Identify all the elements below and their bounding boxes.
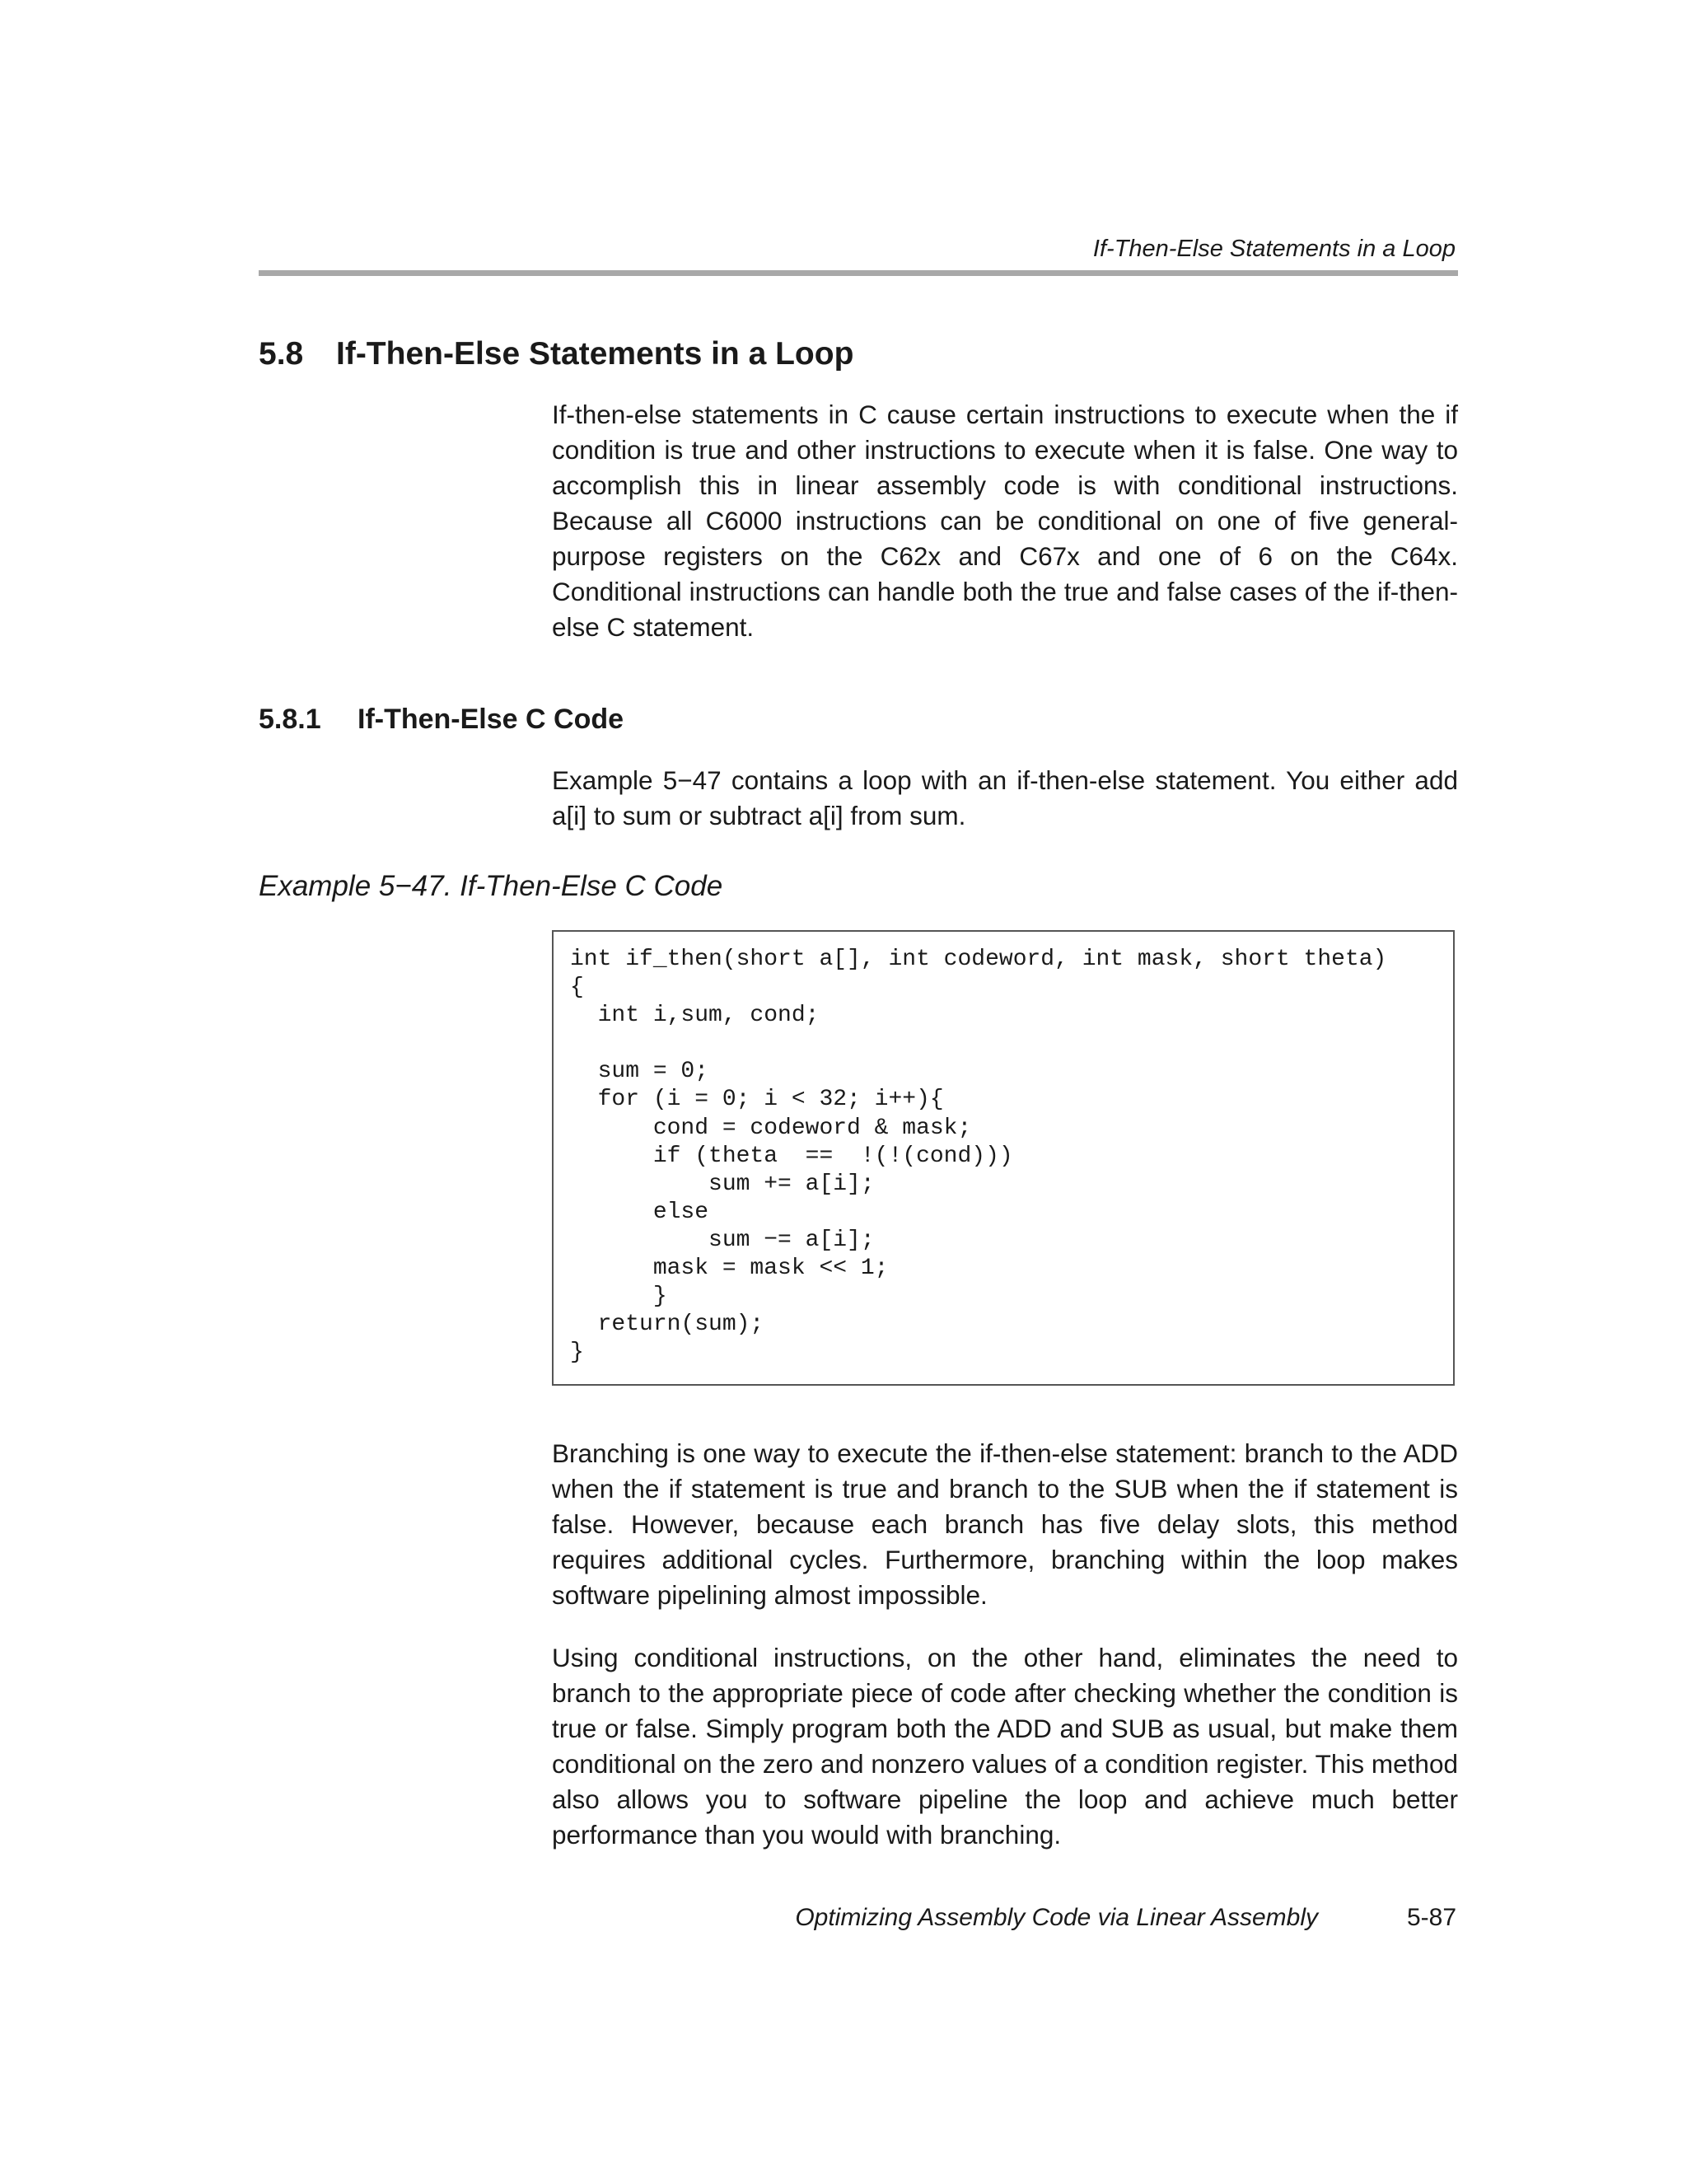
footer-page-number: 5-87 bbox=[1406, 1904, 1456, 1931]
subsection-intro-paragraph: Example 5−47 contains a loop with an if-then-else statement. You either add a[i] to sum or subtract a[i] from sum. bbox=[552, 765, 1458, 830]
code-example-box bbox=[552, 930, 1455, 1386]
section-number: 5.8 bbox=[259, 336, 304, 372]
body-paragraph-branching: Branching is one way to execute the if-then-else statement: branch to the ADD when the if statement is true and branch to the SUB when the if statement is false. However, because each branch has five delay slots, this method requires additional cycles. Furthermore, branching within the loop makes software pipelining almost impossible. bbox=[552, 1438, 1458, 1610]
section-heading bbox=[259, 334, 853, 375]
section-intro-paragraph: If-then-else statements in C cause certain instructions to execute when the if condition is true and other instructions to execute when it is false. One way to accomplish this in linear assembly code is with conditional instructions. Because all C6000 instructions can be conditional on one of five general-purpose registers on the C62x and C67x and one of 6 on the C64x. Conditional instructions can handle both the true and false cases of the if-then-else C statement. bbox=[552, 400, 1458, 642]
header-rule bbox=[259, 270, 1458, 276]
footer-chapter-title: Optimizing Assembly Code via Linear Assembly bbox=[795, 1904, 1318, 1931]
body-paragraph-conditional: Using conditional instructions, on the other hand, eliminates the need to branch to the appropriate piece of code after checking whether the condition is true or false. Simply program both the ADD and SUB as usual, but make them conditional on the zero and nonzero values of a condition register. This method also allows you to software pipeline the loop and achieve much better performance than you would with branching. bbox=[552, 1643, 1458, 1850]
code-listing: int if_then(short a[], int codeword, int mask, short theta) { int i,sum, cond; sum = 0; for (i = 0; i < 32; i++){ cond = codeword & mask; if (theta == !(!(cond))) sum += a[i]; else sum −= a[i]; mask = mask << 1; } return(sum); } bbox=[570, 947, 1387, 1366]
section-title: If-Then-Else Statements in a Loop bbox=[336, 336, 854, 372]
example-caption: Example 5−47. If-Then-Else C Code bbox=[259, 870, 723, 902]
subsection-title: If-Then-Else C Code bbox=[357, 704, 624, 735]
subsection-number: 5.8.1 bbox=[259, 704, 321, 735]
subsection-heading bbox=[259, 701, 624, 737]
running-header: If-Then-Else Statements in a Loop bbox=[1092, 236, 1456, 262]
